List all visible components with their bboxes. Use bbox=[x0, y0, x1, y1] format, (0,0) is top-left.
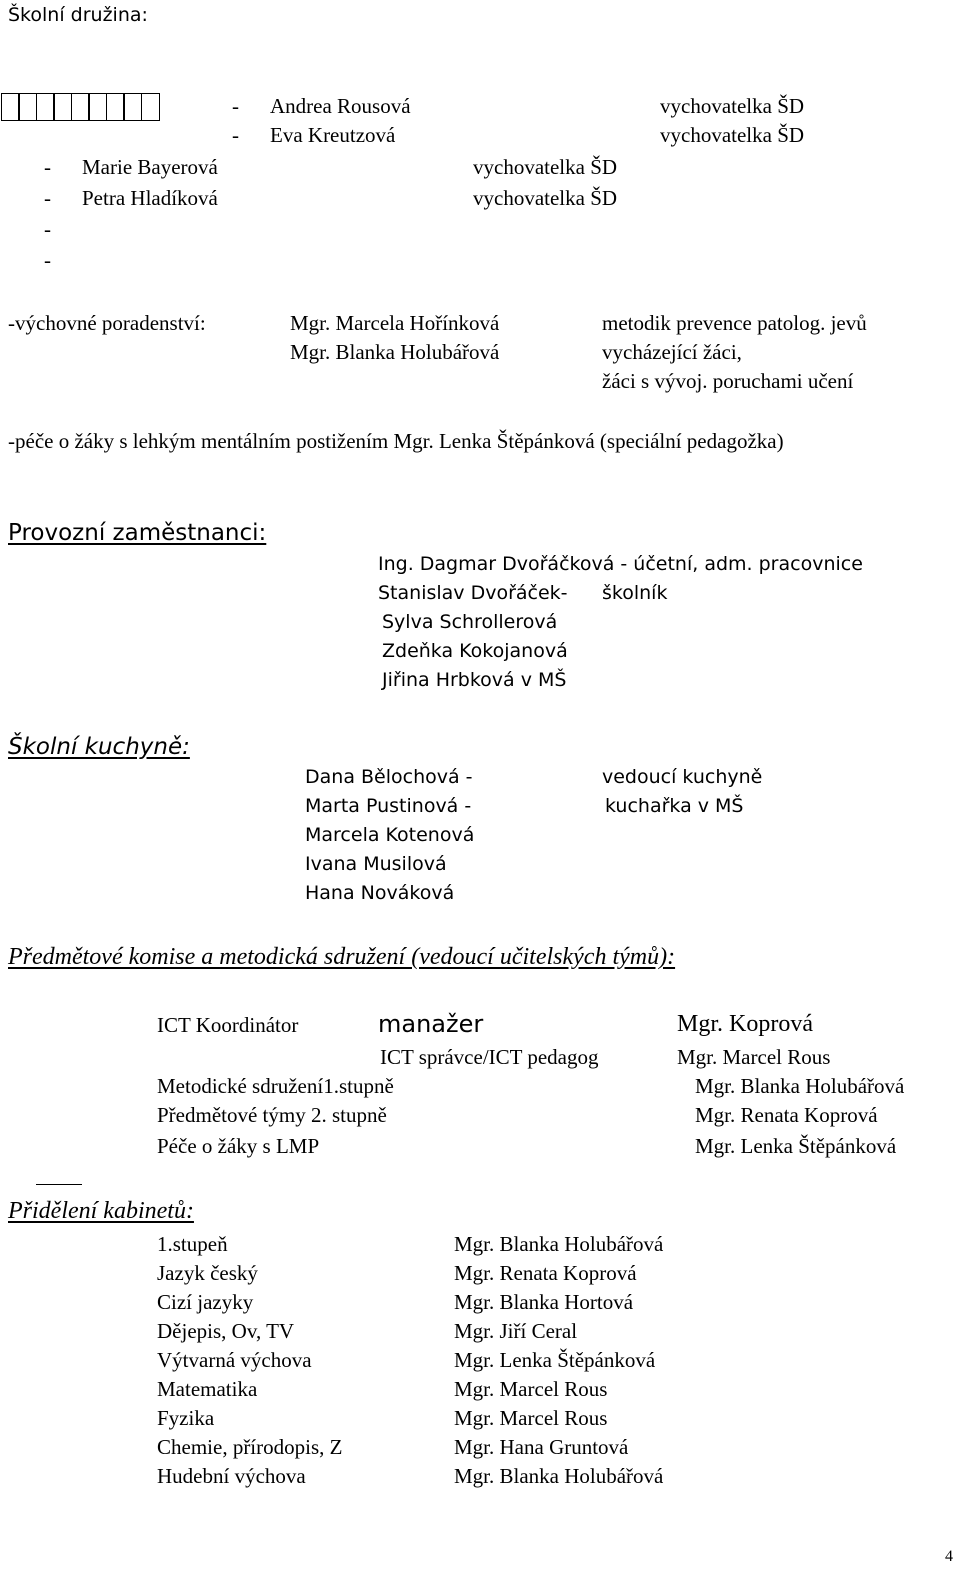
empty-box bbox=[1, 93, 20, 121]
cabinet-person: Mgr. Blanka Hortová bbox=[454, 1290, 634, 1314]
advisor-name: Mgr. Blanka Holubářová bbox=[290, 340, 500, 364]
kabinety-heading: Přidělení kabinetů: bbox=[8, 1198, 194, 1224]
team-leader: Mgr. Blanka Holubářová bbox=[695, 1074, 905, 1098]
team-leader: Mgr. Lenka Štěpánková bbox=[695, 1134, 897, 1158]
operations-staff: Ing. Dagmar Dvořáčková - účetní, adm. pracovnice bbox=[378, 553, 863, 575]
kitchen-staff: Marta Pustinová - bbox=[305, 795, 472, 817]
advisor-role: metodik prevence patolog. jevů bbox=[602, 311, 867, 335]
cabinet-subject: Hudební výchova bbox=[157, 1464, 306, 1488]
page-number: 4 bbox=[945, 1548, 953, 1565]
cabinet-subject: Cizí jazyky bbox=[157, 1290, 254, 1314]
kitchen-role: vedoucí kuchyně bbox=[602, 766, 763, 788]
empty-box bbox=[53, 93, 72, 121]
team-leader: Mgr. Renata Koprová bbox=[695, 1103, 878, 1127]
empty-box bbox=[71, 93, 90, 121]
cabinet-subject: Chemie, přírodopis, Z bbox=[157, 1435, 343, 1459]
list-dash: - bbox=[232, 123, 239, 147]
ict-admin-role: ICT správce/ICT pedagog bbox=[380, 1045, 599, 1069]
cabinet-subject: Matematika bbox=[157, 1377, 258, 1401]
cabinet-person: Mgr. Marcel Rous bbox=[454, 1377, 608, 1401]
kitchen-staff: Hana Nováková bbox=[305, 882, 455, 904]
cabinet-person: Mgr. Lenka Štěpánková bbox=[454, 1348, 656, 1372]
poradenstvi-label: -výchovné poradenství: bbox=[8, 311, 206, 335]
advisor-role: vycházející žáci, bbox=[602, 340, 742, 364]
empty-box bbox=[141, 93, 160, 121]
cabinet-person: Mgr. Marcel Rous bbox=[454, 1406, 608, 1430]
team-label: Péče o žáky s LMP bbox=[157, 1134, 320, 1158]
provozni-heading: Provozní zaměstnanci: bbox=[8, 520, 267, 546]
ict-admin-person: Mgr. Marcel Rous bbox=[677, 1045, 831, 1069]
empty-box bbox=[123, 93, 142, 121]
list-dash: - bbox=[44, 155, 51, 179]
operations-staff: Stanislav Dvořáček- bbox=[378, 582, 568, 604]
staff-role: vychovatelka ŠD bbox=[660, 123, 805, 147]
operations-staff: Zdeňka Kokojanová bbox=[382, 640, 568, 662]
staff-role: vychovatelka ŠD bbox=[473, 155, 618, 179]
empty-box bbox=[106, 93, 125, 121]
staff-role: vychovatelka ŠD bbox=[473, 186, 618, 210]
empty-box bbox=[36, 93, 55, 121]
staff-role: vychovatelka ŠD bbox=[660, 94, 805, 118]
operations-staff: Sylva Schrollerová bbox=[382, 611, 558, 633]
lmp-care-line: -péče o žáky s lehkým mentálním postižením Mgr. Lenka Štěpánková (speciální pedagožka) bbox=[8, 429, 784, 453]
cabinet-person: Mgr. Hana Gruntová bbox=[454, 1435, 629, 1459]
kuchyne-heading: Školní kuchyně: bbox=[8, 734, 190, 760]
short-rule bbox=[36, 1184, 82, 1185]
cabinet-subject: 1.stupeň bbox=[157, 1232, 228, 1256]
advisor-name: Mgr. Marcela Hořínková bbox=[290, 311, 500, 335]
list-dash: - bbox=[44, 248, 51, 272]
kitchen-role: kuchařka v MŠ bbox=[605, 795, 744, 817]
ict-coordinator-role: manažer bbox=[378, 1010, 484, 1038]
list-dash: - bbox=[44, 217, 51, 241]
advisor-role: žáci s vývoj. poruchami učení bbox=[602, 369, 854, 393]
ict-coordinator-label: ICT Koordinátor bbox=[157, 1013, 299, 1037]
team-label: Předmětové týmy 2. stupně bbox=[157, 1103, 387, 1127]
team-label: Metodické sdružení1.stupně bbox=[157, 1074, 394, 1098]
cabinet-person: Mgr. Renata Koprová bbox=[454, 1261, 637, 1285]
operations-staff: Jiřina Hrbková v MŠ bbox=[382, 669, 567, 691]
cabinet-subject: Fyzika bbox=[157, 1406, 215, 1430]
staff-name: Andrea Rousová bbox=[270, 94, 411, 118]
cabinet-subject: Dějepis, Ov, TV bbox=[157, 1319, 295, 1343]
checkbox-row bbox=[2, 93, 160, 121]
staff-name: Petra Hladíková bbox=[82, 186, 218, 210]
empty-box bbox=[88, 93, 107, 121]
druzina-heading: Školní družina: bbox=[8, 4, 148, 26]
list-dash: - bbox=[232, 94, 239, 118]
operations-role: školník bbox=[602, 582, 668, 604]
empty-box bbox=[18, 93, 37, 121]
cabinet-subject: Výtvarná výchova bbox=[157, 1348, 312, 1372]
cabinet-person: Mgr. Blanka Holubářová bbox=[454, 1232, 664, 1256]
kitchen-staff: Marcela Kotenová bbox=[305, 824, 475, 846]
staff-name: Marie Bayerová bbox=[82, 155, 218, 179]
cabinet-person: Mgr. Blanka Holubářová bbox=[454, 1464, 664, 1488]
staff-name: Eva Kreutzová bbox=[270, 123, 396, 147]
komise-heading: Předmětové komise a metodická sdružení (vedoucí učitelských týmů): bbox=[8, 944, 676, 970]
cabinet-subject: Jazyk český bbox=[157, 1261, 258, 1285]
kitchen-staff: Dana Bělochová - bbox=[305, 766, 473, 788]
cabinet-person: Mgr. Jiří Ceral bbox=[454, 1319, 578, 1343]
list-dash: - bbox=[44, 186, 51, 210]
kitchen-staff: Ivana Musilová bbox=[305, 853, 447, 875]
ict-coordinator-person: Mgr. Koprová bbox=[677, 1011, 813, 1037]
